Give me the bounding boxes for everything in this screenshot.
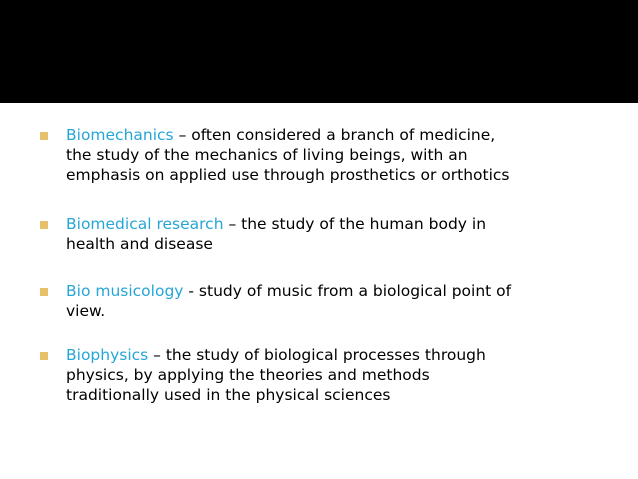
bullet-line [66, 125, 600, 145]
bullet-line [66, 281, 600, 301]
bullet-term: Bio musicology [66, 282, 184, 300]
square-bullet-icon [40, 221, 48, 229]
bullet-line [66, 345, 600, 365]
bullet-description: - study of music from a biological point of [183, 282, 512, 300]
bullet-line: the study of the mechanics of living beings, with an [66, 146, 468, 164]
bullet-description: – the study of the human body in [223, 215, 487, 233]
square-bullet-icon [40, 132, 48, 140]
bullet-description: – often considered a branch of medicine, [173, 126, 496, 144]
bullet-line: view. [66, 302, 106, 320]
bullet-line: physics, by applying the theories and methods [66, 366, 430, 384]
bullet-text [66, 214, 600, 254]
bullet-term: Biomedical research [66, 215, 224, 233]
bullet-description: – the study of biological processes through [148, 346, 486, 364]
bullet-text [66, 281, 600, 321]
bullet-text [66, 345, 600, 405]
bullet-text [66, 125, 600, 185]
bullet-line: emphasis on applied use through prosthetics or orthotics [66, 166, 510, 184]
square-bullet-icon [40, 352, 48, 360]
square-bullet-icon [40, 288, 48, 296]
bullet-term: Biomechanics [66, 126, 174, 144]
bullet-line: health and disease [66, 235, 213, 253]
bullet-line [66, 214, 600, 234]
bullet-term: Biophysics [66, 346, 149, 364]
bullet-line: traditionally used in the physical sciences [66, 386, 391, 404]
